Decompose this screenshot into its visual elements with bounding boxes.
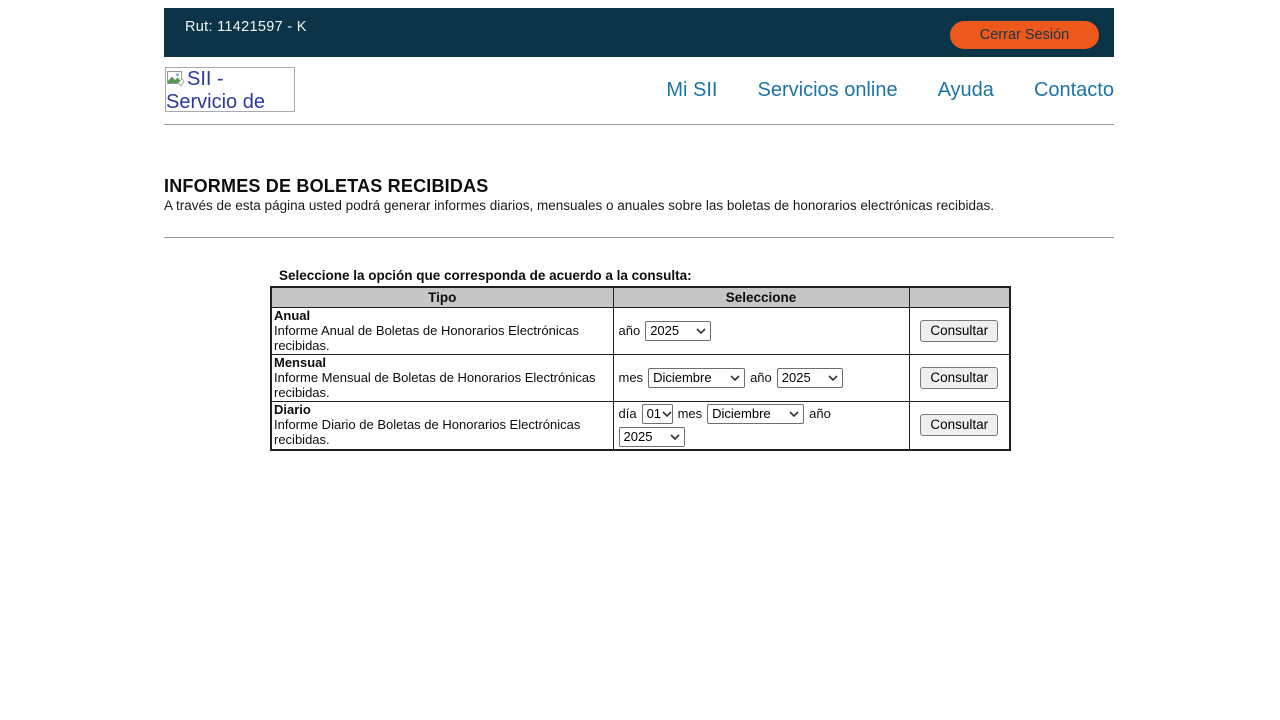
row-description-anual: Informe Anual de Boletas de Honorarios Electrónicas recibidas. [274,322,579,353]
logo-alt-text: SII - Servicio de [166,68,265,112]
logout-button[interactable]: Cerrar Sesión [950,21,1099,49]
rut-label: Rut: 11421597 - K [185,19,307,35]
nav-link-ayuda[interactable]: Ayuda [937,79,994,101]
form-prompt: Seleccione la opción que corresponda de acuerdo a la consulta: [279,268,692,283]
anual-year-label: año [618,323,641,338]
consultar-button-diario[interactable]: Consultar [920,414,998,436]
header-divider [164,124,1114,125]
mensual-year-select[interactable]: 2025 [777,368,843,388]
row-type-anual: Anual [274,307,311,323]
diario-month-select[interactable]: Diciembre [707,404,804,424]
nav-link-servicios-online[interactable]: Servicios online [757,79,898,101]
anual-year-select[interactable]: 2025 [645,321,711,341]
diario-day-label: día [618,406,637,421]
header-tipo: Tipo [271,287,613,307]
chevron-down-icon [670,434,680,440]
chevron-down-icon [828,375,838,381]
chevron-down-icon [662,411,672,417]
consultar-button-mensual[interactable]: Consultar [920,367,998,389]
row-description-mensual: Informe Mensual de Boletas de Honorarios Electrónicas recibidas. [274,369,596,400]
page-title: INFORMES DE BOLETAS RECIBIDAS [164,176,489,196]
content-divider [164,237,1114,238]
chevron-down-icon [789,411,799,417]
mensual-year-label: año [750,370,772,385]
table-row-diario [271,401,1010,450]
main-nav [164,79,1114,102]
nav-link-mi-sii[interactable]: Mi SII [666,79,718,101]
session-bar [164,8,1114,57]
row-type-diario: Diario [274,401,311,417]
diario-month-label: mes [677,406,703,421]
mensual-month-select[interactable]: Diciembre [648,368,745,388]
consultar-button-anual[interactable]: Consultar [920,320,998,342]
row-type-mensual: Mensual [274,354,327,370]
mensual-month-label: mes [618,370,644,385]
table-header-row [271,287,1010,307]
diario-day-select[interactable]: 01 [642,404,673,424]
diario-year-label: año [809,406,831,421]
report-options-table [270,286,1011,451]
header-empty [909,287,1010,307]
page-description: A través de esta página usted podrá generar informes diarios, mensuales o anuales sobre las boletas de honorarios electrónicas recibidas. [164,198,994,213]
diario-year-select[interactable]: 2025 [619,427,685,447]
chevron-down-icon [696,328,706,334]
table-row-anual [271,307,1010,354]
chevron-down-icon [730,375,740,381]
row-description-diario: Informe Diario de Boletas de Honorarios Electrónicas recibidas. [274,416,581,447]
table-row-mensual [271,354,1010,401]
nav-link-contacto[interactable]: Contacto [1033,79,1114,101]
header-seleccione: Seleccione [613,287,909,307]
